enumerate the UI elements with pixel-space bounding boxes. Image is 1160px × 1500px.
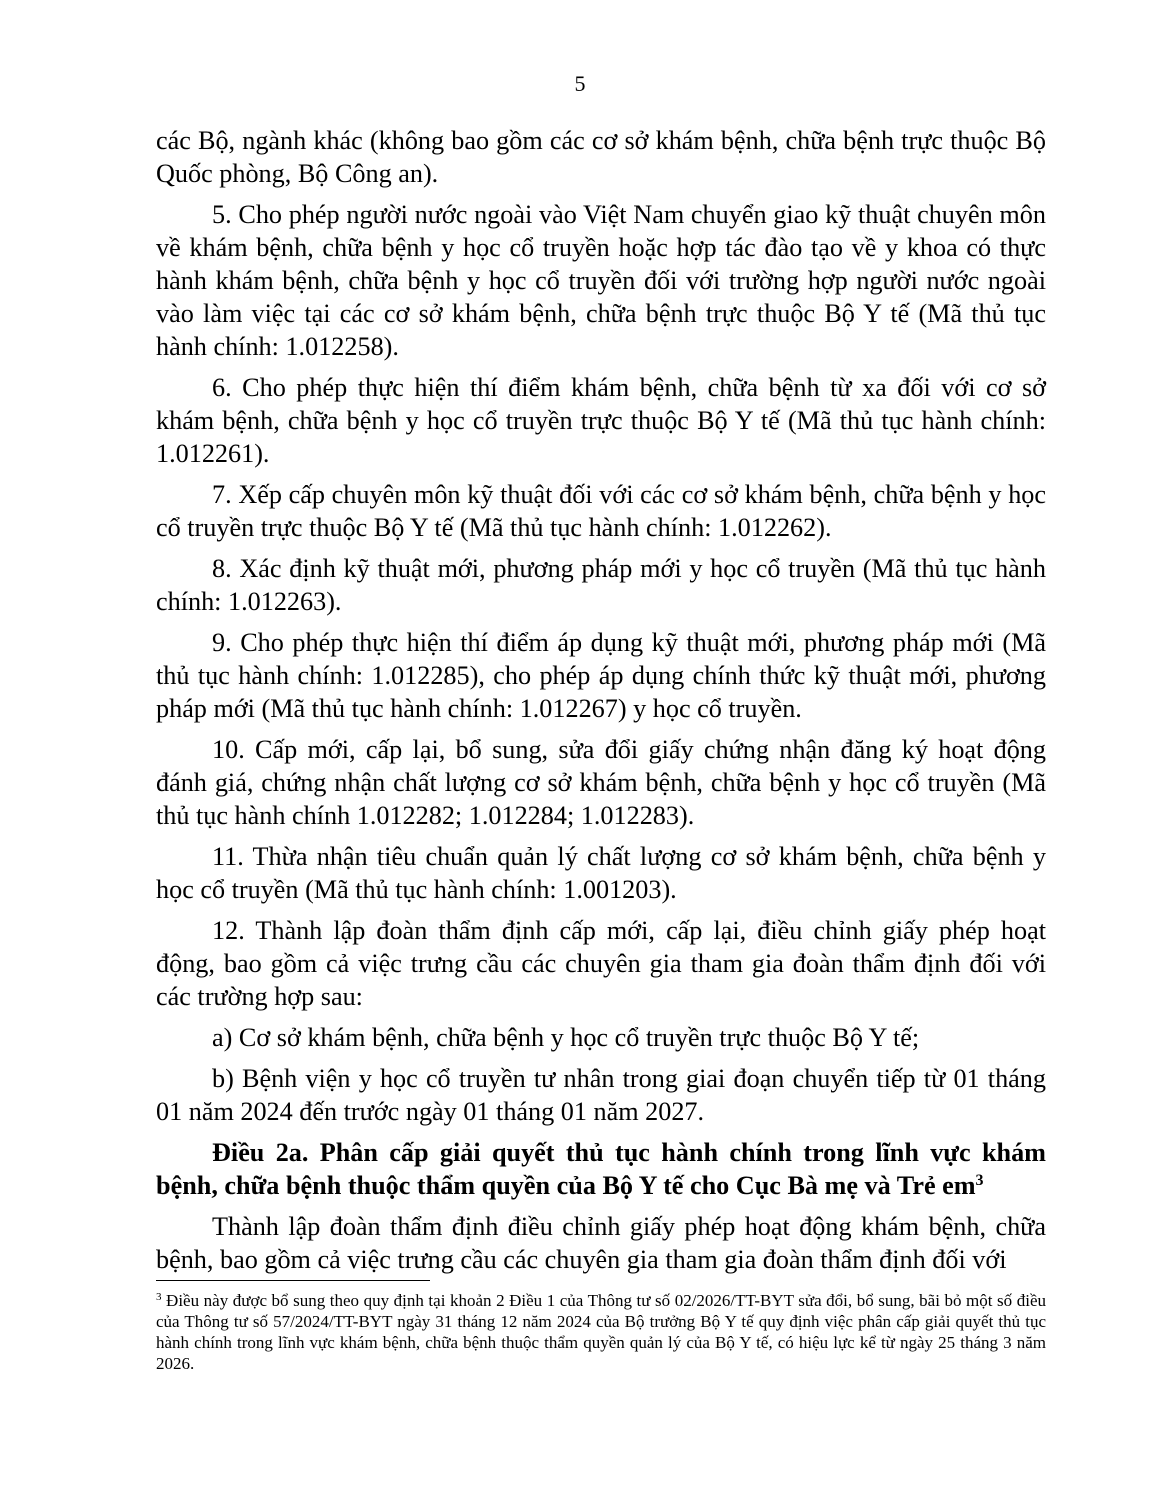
footnote-reference[interactable]: 3: [975, 1172, 984, 1189]
paragraph-item-8: 8. Xác định kỹ thuật mới, phương pháp mới y học cổ truyền (Mã thủ tục hành chính: 1.012263).: [156, 554, 1046, 616]
page-number: 5: [574, 71, 586, 96]
article-heading: [156, 1136, 1046, 1202]
footnote-marker: 3: [156, 1291, 162, 1303]
article-heading-text: Điều 2a. Phân cấp giải quyết thủ tục hành chính trong lĩnh vực khám bệnh, chữa bệnh thuộc thẩm quyền của Bộ Y tế cho Cục Bà mẹ và Trẻ em: [156, 1138, 1046, 1200]
paragraph-item-10: 10. Cấp mới, cấp lại, bổ sung, sửa đổi giấy chứng nhận đăng ký hoạt động đánh giá, chứng nhận chất lượng cơ sở khám bệnh, chữa bệnh y học cổ truyền (Mã thủ tục hành chính 1.012282; 1.012284; 1.012283).: [156, 735, 1046, 830]
paragraph-item-9: 9. Cho phép thực hiện thí điểm áp dụng kỹ thuật mới, phương pháp mới (Mã thủ tục hành chính: 1.012285), cho phép áp dụng chính thức kỹ thuật mới, phương pháp mới (Mã thủ tục hành chính: 1.012267) y học cổ truyền.: [156, 628, 1046, 723]
paragraph-item-12: 12. Thành lập đoàn thẩm định cấp mới, cấp lại, điều chỉnh giấy phép hoạt động, bao gồm cả việc trưng cầu các chuyên gia tham gia đoàn thẩm định đối với các trường hợp sau:: [156, 916, 1046, 1011]
paragraph-item-12b: b) Bệnh viện y học cổ truyền tư nhân trong giai đoạn chuyển tiếp từ 01 tháng 01 năm 2024 đến trước ngày 01 tháng 01 năm 2027.: [156, 1064, 1046, 1126]
paragraph-item-6: 6. Cho phép thực hiện thí điểm khám bệnh, chữa bệnh từ xa đối với cơ sở khám bệnh, chữa bệnh y học cổ truyền trực thuộc Bộ Y tế (Mã thủ tục hành chính: 1.012261).: [156, 373, 1046, 468]
paragraph-item-11: 11. Thừa nhận tiêu chuẩn quản lý chất lượng cơ sở khám bệnh, chữa bệnh y học cổ truyền (Mã thủ tục hành chính: 1.001203).: [156, 842, 1046, 904]
footnote-separator: [156, 1280, 430, 1281]
paragraph-continuation: các Bộ, ngành khác (không bao gồm các cơ sở khám bệnh, chữa bệnh trực thuộc Bộ Quốc phòng, Bộ Công an).: [156, 126, 1046, 188]
footnote: [156, 1290, 1046, 1374]
paragraph-item-12a: a) Cơ sở khám bệnh, chữa bệnh y học cổ truyền trực thuộc Bộ Y tế;: [212, 1023, 920, 1052]
footnote-text: Điều này được bổ sung theo quy định tại khoản 2 Điều 1 của Thông tư số 02/2026/TT-BYT sửa đổi, bổ sung, bãi bỏ một số điều của Thông tư số 57/2024/TT-BYT ngày 31 tháng 12 năm 2024 của Bộ trưởng Bộ Y tế quy định việc phân cấp giải quyết thủ tục hành chính trong lĩnh vực khám bệnh, chữa bệnh thuộc thẩm quyền quản lý của Bộ Y tế, có hiệu lực kể từ ngày 25 tháng 3 năm 2026.: [156, 1291, 1046, 1373]
paragraph-item-5: 5. Cho phép người nước ngoài vào Việt Nam chuyển giao kỹ thuật chuyên môn về khám bệnh, chữa bệnh y học cổ truyền hoặc hợp tác đào tạo về y khoa có thực hành khám bệnh, chữa bệnh y học cổ truyền đối với trường hợp người nước ngoài vào làm việc tại các cơ sở khám bệnh, chữa bệnh trực thuộc Bộ Y tế (Mã thủ tục hành chính: 1.012258).: [156, 200, 1046, 361]
document-body: [156, 124, 1046, 1284]
paragraph-item-7: 7. Xếp cấp chuyên môn kỹ thuật đối với các cơ sở khám bệnh, chữa bệnh y học cổ truyền trực thuộc Bộ Y tế (Mã thủ tục hành chính: 1.012262).: [156, 480, 1046, 542]
article-body: Thành lập đoàn thẩm định điều chỉnh giấy phép hoạt động khám bệnh, chữa bệnh, bao gồm cả việc trưng cầu các chuyên gia tham gia đoàn thẩm định đối với: [156, 1212, 1046, 1274]
